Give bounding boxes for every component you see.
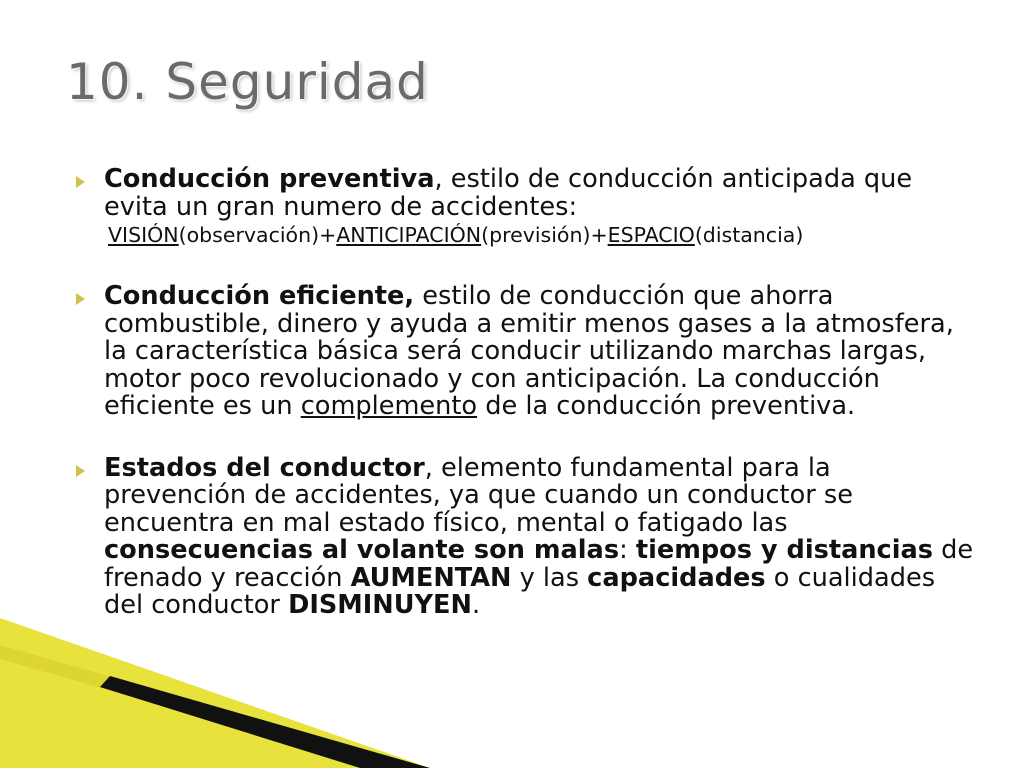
bullet-text-1: , elemento fundamental para la prevención de accidentes, ya que cuando un conductor se encuentra en mal estado físico, mental o fatigado las (104, 452, 853, 538)
slide-content (76, 166, 976, 620)
bullet-strong-1: consecuencias al volante son malas (104, 535, 620, 565)
bullet-text-5: o cualidades del conductor (104, 562, 936, 620)
formula-vision: VISIÓN (108, 223, 179, 247)
bullet-triangle-icon (76, 465, 85, 477)
bullet-efficient-driving (76, 283, 976, 421)
yellow-wedge (0, 618, 430, 768)
formula-anticipation: ANTICIPACIÓN (336, 223, 482, 247)
bullet-text-4: y las (511, 562, 588, 593)
bullet-text-2: : (619, 535, 636, 565)
bullet-lead: Conducción eficiente, (104, 281, 415, 311)
bullet-preventive-driving (76, 166, 976, 221)
formula-anticipation-note: (previsión)+ (481, 223, 608, 247)
formula-vision-note: (observación)+ (178, 223, 337, 247)
bullet-triangle-icon (76, 293, 85, 305)
bullet-text: , estilo de conducción anticipada que evita un gran numero de accidentes: (104, 164, 913, 222)
bullet-lead: Estados del conductor (104, 452, 425, 483)
formula-space-note: (distancia) (694, 223, 804, 247)
underlined-complement: complemento (300, 391, 478, 421)
bullet-text-after: de la conducción preventiva. (477, 391, 856, 421)
bullet-strong-4: capacidades (587, 562, 766, 593)
formula-space: ESPACIO (607, 223, 695, 247)
decorative-corner-graphic (0, 618, 430, 768)
bullet-strong-2: tiempos y distancias (635, 535, 934, 565)
bullet-lead: Conducción preventiva (104, 164, 435, 194)
bullet-strong-3: AUMENTAN (350, 562, 512, 593)
spacer (76, 421, 976, 455)
bullet-driver-states (76, 452, 976, 620)
bullet-text-6: . (471, 590, 481, 620)
bullet-text-3: de frenado y reacción (104, 535, 974, 593)
slide-title: 10. Seguridad (66, 53, 429, 111)
spacer (76, 247, 976, 283)
bullet-text-before: estilo de conducción que ahorra combustible, dinero y ayuda a emitir menos gases a la atmosfera, la característica básica será conducir utilizando marchas largas, motor poco revolucionado y con anticipación. La conducción eficiente es un (104, 281, 954, 421)
bullet-strong-5: DISMINUYEN (288, 590, 472, 620)
driving-formula (76, 223, 976, 247)
bullet-triangle-icon (76, 176, 85, 188)
